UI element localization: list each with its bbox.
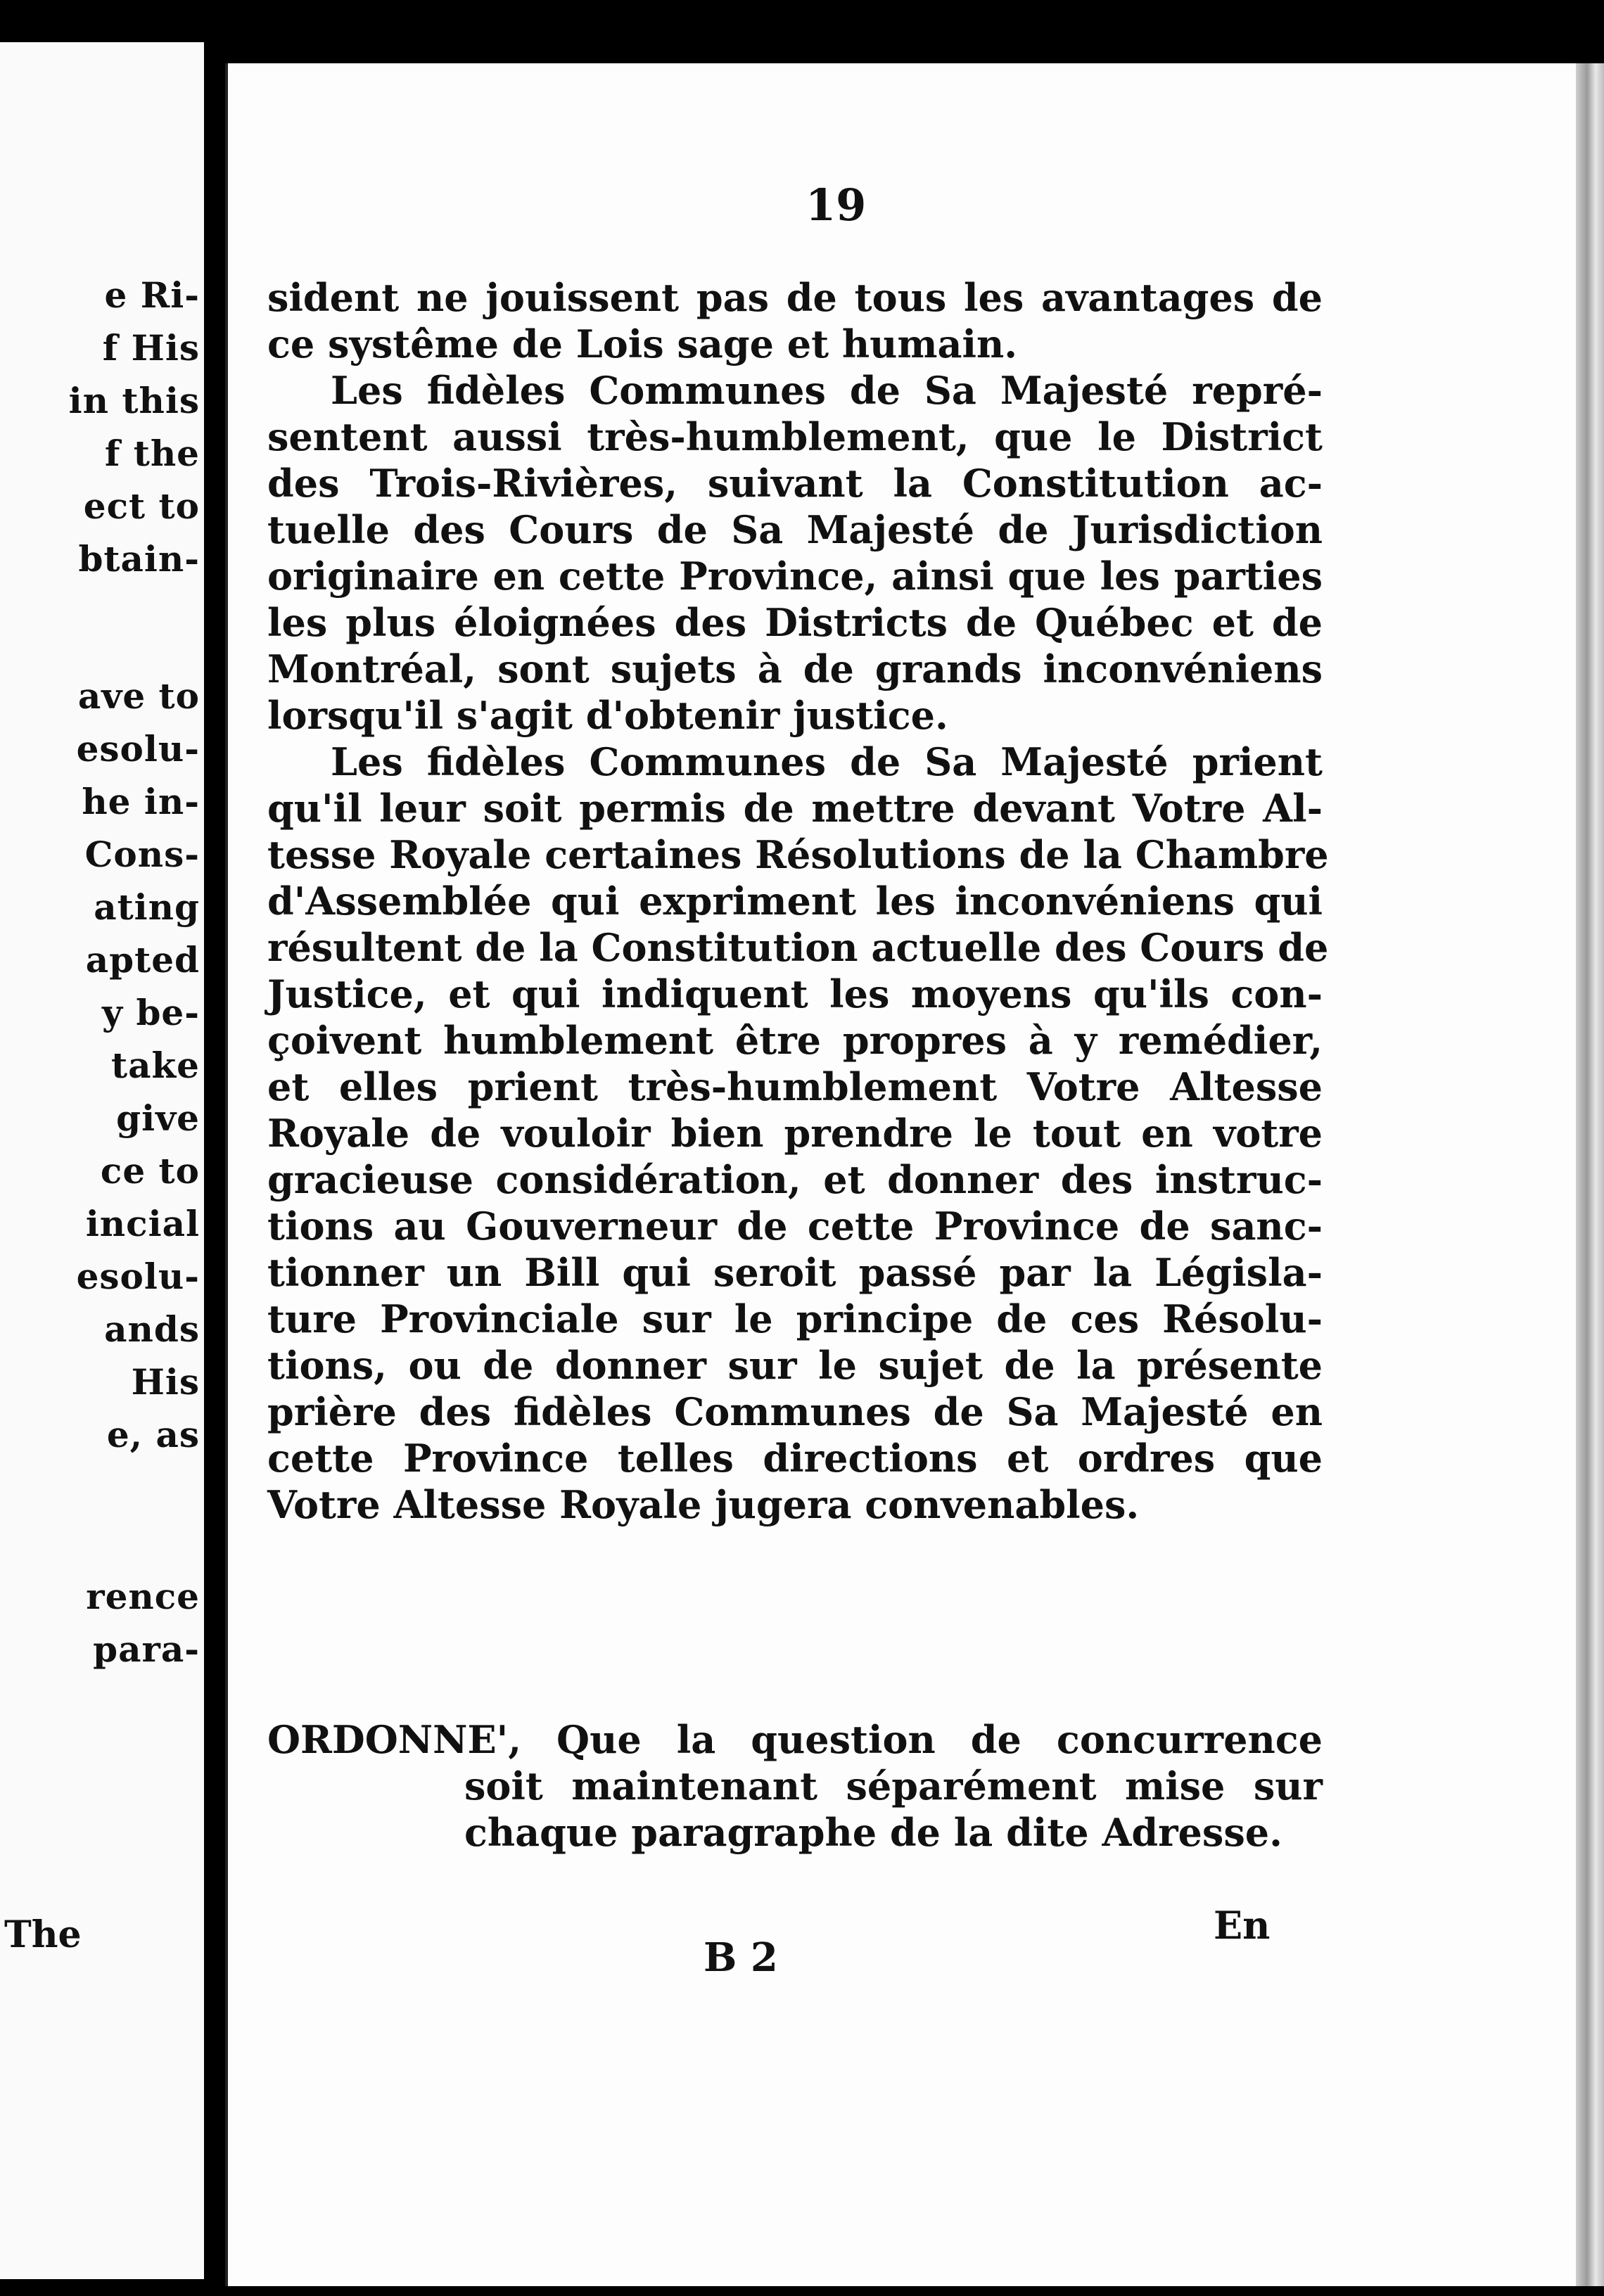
page-number: 19	[806, 179, 867, 231]
left-line: f the	[104, 433, 200, 474]
signature-mark: B 2	[704, 1934, 778, 1981]
text-line: Justice, et qui indiquent les moyens qu'ils con-	[267, 971, 1323, 1016]
catchword: En	[1214, 1903, 1271, 1948]
ordonne-paragraph	[267, 1716, 1323, 1856]
left-line: incial	[85, 1203, 200, 1244]
text-line: çoivent humblement être propres à y remédier,	[267, 1018, 1323, 1063]
text-line: Les fidèles Communes de Sa Majesté prient	[331, 739, 1323, 784]
text-line: d'Assemblée qui expriment les inconvéniens qui	[267, 879, 1323, 924]
text-line: ture Provinciale sur le principe de ces Résolu-	[267, 1296, 1323, 1341]
left-line: ce to	[100, 1150, 200, 1192]
text-line: tionner un Bill qui seroit passé par la Législa-	[267, 1250, 1323, 1295]
text-line: ce systême de Lois sage et humain.	[267, 321, 1018, 366]
text-line: qu'il leur soit permis de mettre devant Votre Al-	[267, 786, 1323, 831]
text-line: les plus éloignées des Districts de Québec et de	[267, 600, 1323, 645]
left-line: e, as	[106, 1414, 200, 1455]
text-line: Royale de vouloir bien prendre le tout en votre	[267, 1111, 1323, 1156]
left-line: Cons-	[84, 834, 200, 875]
left-line: esolu-	[76, 728, 200, 770]
left-line: ating	[94, 886, 200, 928]
text-line: tions au Gouverneur de cette Province de sanc-	[267, 1204, 1323, 1249]
text-line: ORDONNE', Que la question de concurrence	[267, 1717, 1323, 1762]
left-line: y be-	[102, 992, 200, 1033]
left-line: give	[116, 1097, 200, 1139]
left-line: ands	[104, 1308, 200, 1350]
text-line: chaque paragraphe de la dite Adresse.	[464, 1810, 1282, 1855]
text-line: prière des fidèles Communes de Sa Majesté en	[267, 1389, 1323, 1434]
left-line: in this	[68, 380, 200, 421]
left-page-catchword: The	[4, 1913, 82, 1956]
left-line: btain-	[78, 538, 200, 580]
text-line: lorsqu'il s'agit d'obtenir justice.	[267, 693, 948, 738]
text-line: des Trois-Rivières, suivant la Constitution ac-	[267, 461, 1323, 506]
left-line: e Ri-	[104, 274, 200, 316]
left-line: f His	[102, 327, 200, 369]
text-line: Montréal, sont sujets à de grands inconvéniens	[267, 646, 1323, 691]
left-line: His	[131, 1361, 200, 1403]
body-text	[267, 274, 1329, 1528]
left-line: ave to	[77, 675, 200, 717]
left-page-fragment	[0, 42, 204, 2279]
page-edge	[1576, 63, 1604, 2286]
text-line: soit maintenant séparément mise sur	[464, 1764, 1323, 1809]
text-line: tuelle des Cours de Sa Majesté de Jurisdiction	[267, 507, 1323, 552]
text-line: sentent aussi très-humblement, que le District	[267, 414, 1323, 459]
left-line: ect to	[83, 485, 200, 527]
text-line: résultent de la Constitution actuelle des Cours de	[267, 925, 1329, 970]
text-line: et elles prient très-humblement Votre Altesse	[267, 1064, 1323, 1109]
left-line: para-	[93, 1628, 200, 1670]
text-line: originaire en cette Province, ainsi que les parties	[267, 554, 1323, 599]
text-line: sident ne jouissent pas de tous les avantages de	[267, 275, 1323, 320]
left-line: he in-	[82, 781, 200, 822]
left-line: esolu-	[76, 1256, 200, 1297]
text-line: tesse Royale certaines Résolutions de la Chambre	[267, 832, 1329, 877]
text-line: gracieuse considération, et donner des instruc-	[267, 1157, 1323, 1202]
left-line: rence	[86, 1576, 200, 1617]
text-line: Les fidèles Communes de Sa Majesté repré-	[331, 368, 1323, 413]
left-line: take	[111, 1045, 200, 1086]
text-line: tions, ou de donner sur le sujet de la présente	[267, 1343, 1323, 1388]
text-line: cette Province telles directions et ordres que	[267, 1436, 1323, 1481]
text-line: Votre Altesse Royale jugera convenables.	[267, 1482, 1140, 1527]
left-line: apted	[85, 939, 200, 981]
